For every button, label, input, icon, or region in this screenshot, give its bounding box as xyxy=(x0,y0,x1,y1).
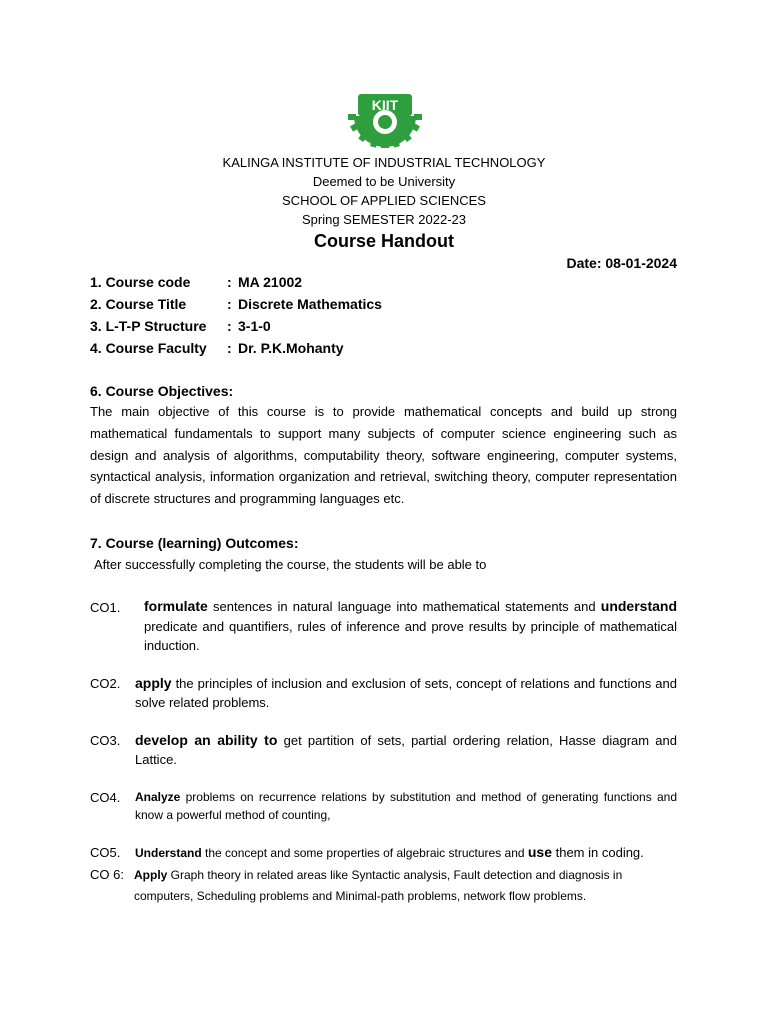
outcomes-heading: 7. Course (learning) Outcomes: xyxy=(90,535,299,551)
outcome-verb: Apply xyxy=(134,868,168,882)
outcome-body: them in coding. xyxy=(552,845,644,860)
info-colon: : xyxy=(227,274,232,290)
info-value: 3-1-0 xyxy=(238,318,271,334)
outcome-body: Graph theory in related areas like Syntactic analysis, Fault detection and diagnosis in computers, Scheduling problems and Minimal-path problems, network flow problems. xyxy=(134,868,623,903)
outcome-text xyxy=(134,865,677,907)
info-label: 1. Course code xyxy=(90,274,191,290)
info-value: MA 21002 xyxy=(238,274,303,290)
institute-name: KALINGA INSTITUTE OF INDUSTRIAL TECHNOLOGY xyxy=(222,155,546,170)
objectives-heading: 6. Course Objectives: xyxy=(90,383,234,399)
outcome-body: the concept and some properties of algebraic structures and xyxy=(201,846,528,860)
info-colon: : xyxy=(227,318,232,334)
outcome-text xyxy=(135,788,677,824)
info-label: 2. Course Title xyxy=(90,296,187,312)
outcome-number: CO4. xyxy=(90,790,121,805)
handout-date: Date: 08-01-2024 xyxy=(566,255,677,271)
outcome-number: CO1. xyxy=(90,600,121,615)
university-status: Deemed to be University xyxy=(312,174,456,189)
outcome-text xyxy=(135,843,695,862)
info-value: Dr. P.K.Mohanty xyxy=(238,340,344,356)
outcome-verb: Understand xyxy=(135,846,202,860)
outcome-text xyxy=(135,731,677,769)
outcome-text xyxy=(144,597,677,656)
logo-lettering: KIIT xyxy=(371,97,399,113)
school-name: SCHOOL OF APPLIED SCIENCES xyxy=(282,193,486,208)
kiit-logo xyxy=(344,92,426,148)
info-label: 3. L-T-P Structure xyxy=(90,318,207,334)
info-colon: : xyxy=(227,296,232,312)
outcome-body: problems on recurrence relations by substitution and method of generating functions and know a powerful method of counting, xyxy=(135,790,677,822)
outcome-number: CO 6: xyxy=(90,867,124,882)
info-colon: : xyxy=(227,340,232,356)
objectives-text: The main objective of this course is to provide mathematical concepts and build up strong mathematical fundamentals to support many subjects of computer science engineering such as design and analysis of algorithms, computability theory, software engineering, computer systems, syntactical analysis, information organization and retrieval, switching theory, computer representation of discrete structures and programming languages etc. xyxy=(90,404,677,507)
outcome-verb: understand xyxy=(600,598,677,614)
info-value: Discrete Mathematics xyxy=(238,296,382,312)
outcome-verb: apply xyxy=(135,675,172,691)
semester: Spring SEMESTER 2022-23 xyxy=(301,212,467,227)
outcome-number: CO2. xyxy=(90,676,121,691)
outcome-verb: use xyxy=(527,844,552,860)
page-title: Course Handout xyxy=(313,231,454,251)
info-label: 4. Course Faculty xyxy=(90,340,207,356)
outcome-body: predicate and quantifiers, rules of inference and prove results by principle of mathematical induction. xyxy=(144,618,677,653)
outcome-text xyxy=(135,674,677,712)
outcome-body: the principles of inclusion and exclusion of sets, concept of relations and functions and solve related problems. xyxy=(135,676,677,710)
outcome-verb: develop an ability to xyxy=(135,732,278,748)
outcome-body: get partition of sets, partial ordering relation, Hasse diagram and Lattice. xyxy=(135,733,677,767)
outcomes-intro: After successfully completing the course, the students will be able to xyxy=(94,557,487,572)
outcome-number: CO5. xyxy=(90,845,121,860)
outcome-body: sentences in natural language into mathematical statements and xyxy=(207,599,601,614)
outcome-verb: Analyze xyxy=(135,790,181,804)
outcome-number: CO3. xyxy=(90,733,121,748)
outcome-verb: formulate xyxy=(144,598,208,614)
